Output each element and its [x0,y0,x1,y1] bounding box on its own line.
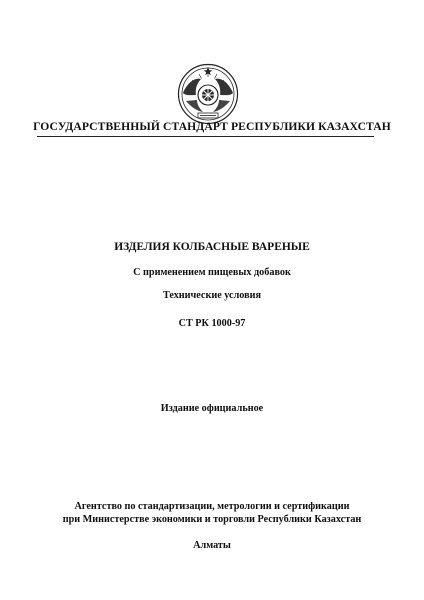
product-subtitle: С применением пищевых добавок [133,267,291,278]
agency-line-1: Агентство по стандартизации, метрологии и сертификации [74,501,350,512]
product-title: ИЗДЕЛИЯ КОЛБАСНЫЕ ВАРЕНЫЕ [114,241,310,253]
edition-note: Издание официальное [160,403,264,414]
publication-city: Алматы [193,540,231,551]
header-divider [37,136,374,137]
standard-code: СТ РК 1000-97 [178,318,246,329]
state-emblem-icon [177,63,239,125]
document-type: Технические условия [162,290,262,301]
agency-line-2: при Министерстве экономики и торговли Республики Казахстан [62,514,362,525]
standard-header-title: ГОСУДАРСТВЕННЫЙ СТАНДАРТ РЕСПУБЛИКИ КАЗАХСТАН [33,120,391,133]
